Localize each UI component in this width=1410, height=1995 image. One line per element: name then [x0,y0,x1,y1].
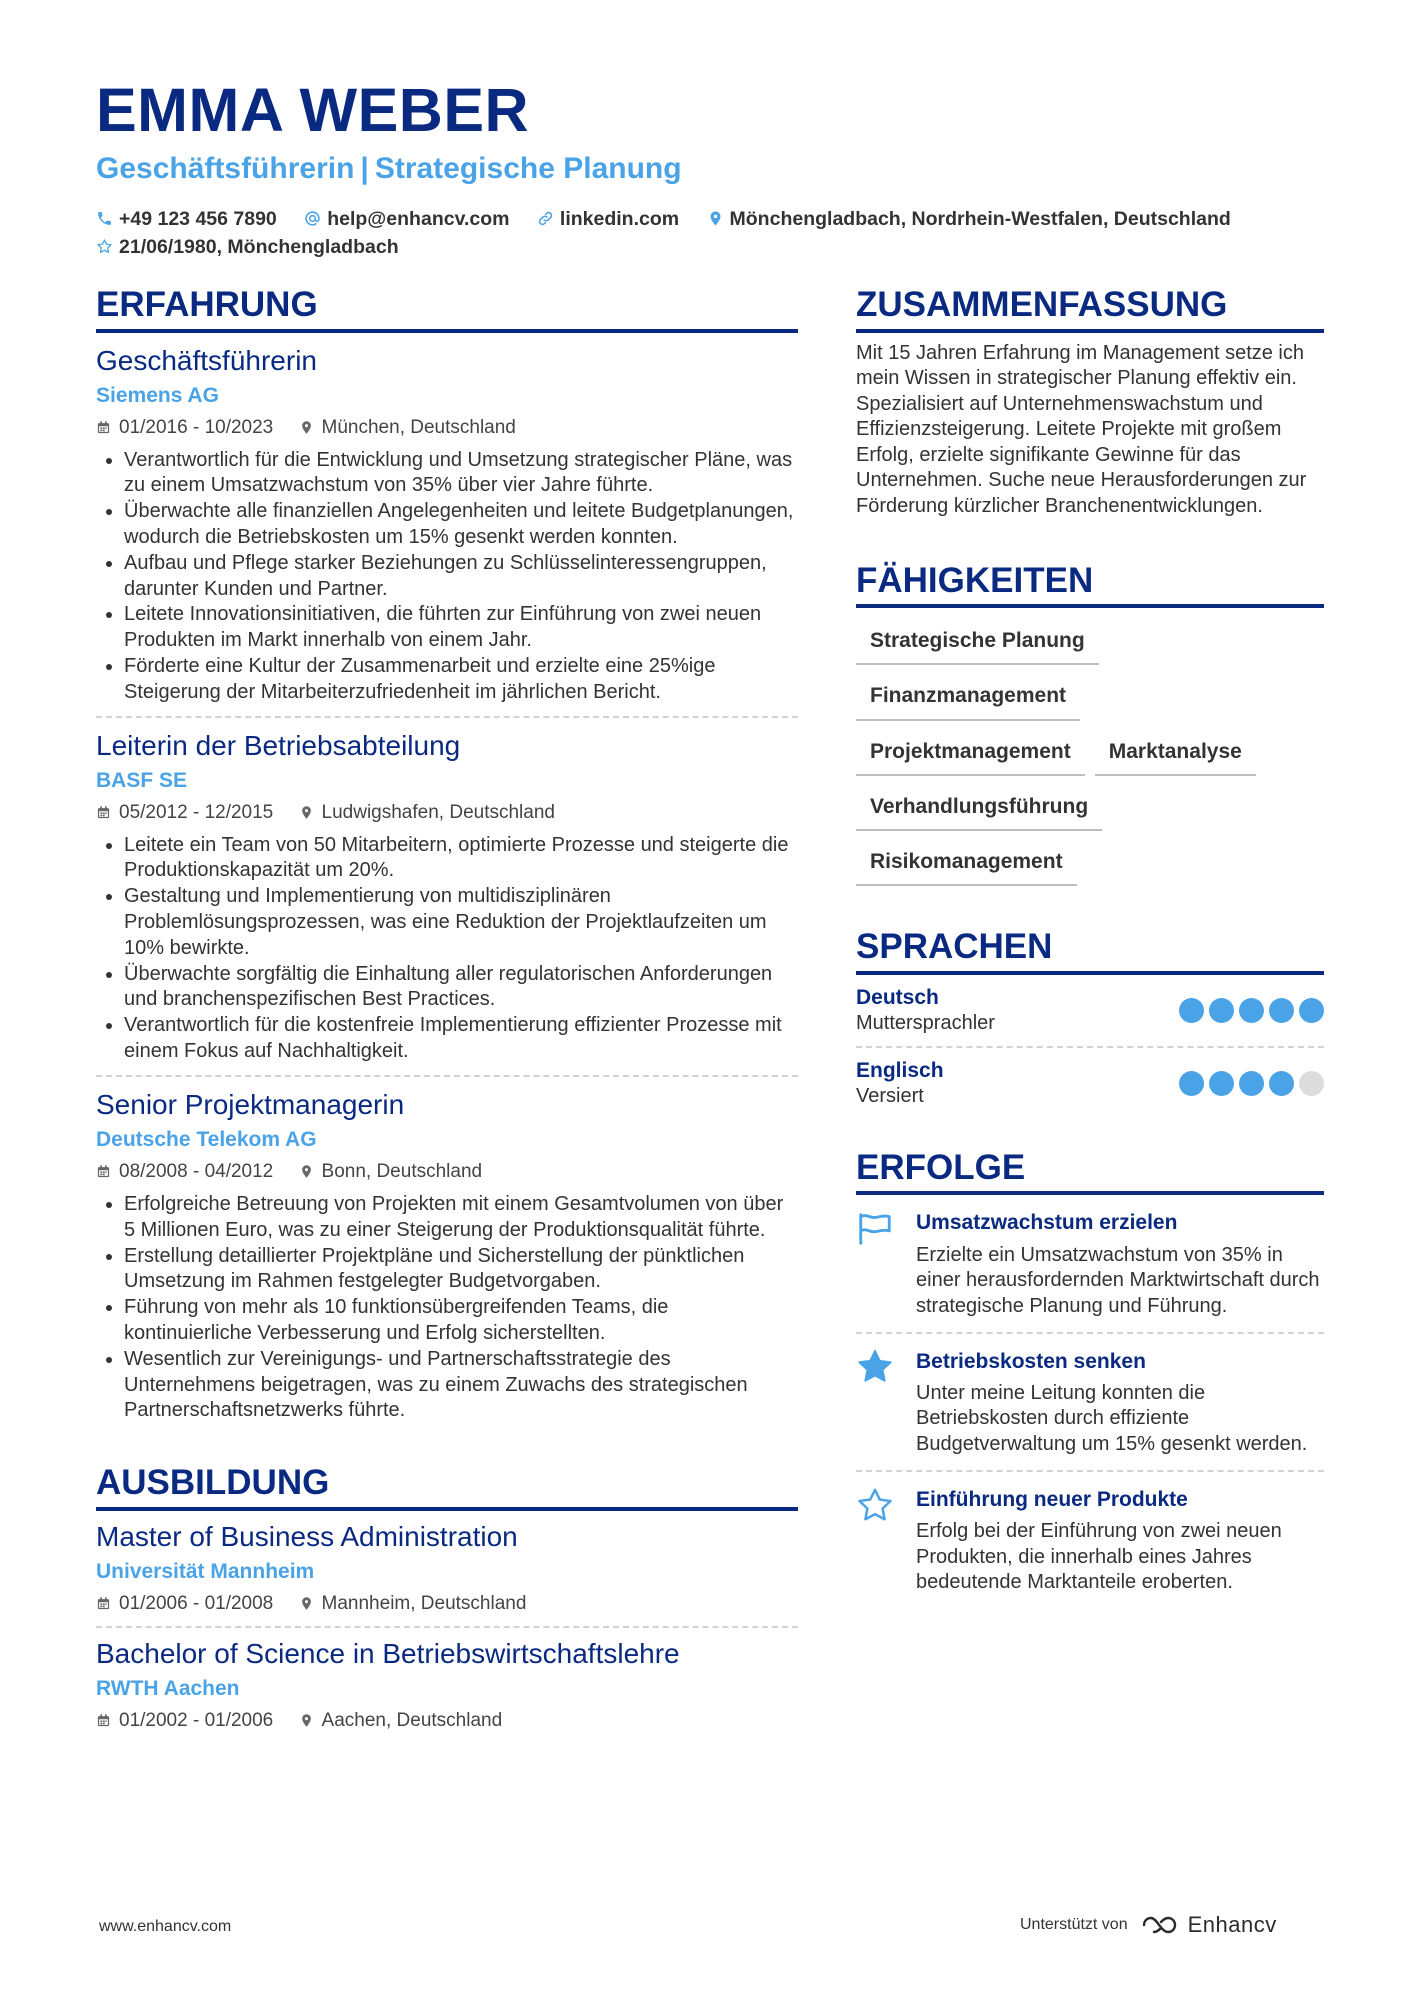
job-bullets [96,833,798,1065]
at-icon [304,210,321,227]
location-pin-icon [299,1713,314,1728]
skill-tag: Projektmanagement [856,729,1085,776]
contact-info [96,205,1316,261]
proficiency-dot [1239,1071,1264,1096]
job-bullet: • Überwachte alle finanziellen Angelegenheiten und leitete Budgetplanungen, wodurch die Betriebskosten um 15% gesenkt werden konnten. [124,499,798,551]
contact-linkedin[interactable] [537,205,679,233]
job-company: Deutsche Telekom AG [96,1127,317,1151]
education-dates [96,1708,273,1735]
job-bullet: • Gestaltung und Implementierung von multidisziplinären Problemlösungsprozessen, was eine Reduktion der Projektlaufzeiten um 10% bewirkte. [124,884,798,961]
powered-by-text: Unterstützt von [1020,1916,1128,1933]
proficiency-dot [1299,998,1324,1023]
skills-list [856,618,1324,894]
language-entry [856,1048,1324,1119]
footer-website[interactable]: www.enhancv.com [99,1918,232,1935]
contact-phone[interactable] [96,205,277,233]
achievement-body [916,1348,1324,1458]
job-location-text: Bonn, Deutschland [321,1161,483,1183]
skill-tag: Risikomanagement [856,839,1077,886]
job-location [299,800,555,827]
education-location-text: Mannheim, Deutschland [321,1593,527,1615]
language-level: Muttersprachler [856,1011,995,1034]
calendar-icon [96,420,111,435]
star-outline-icon [96,238,113,255]
proficiency-dot [1299,1071,1324,1096]
skills-row [856,839,1324,894]
achievements-list [856,1195,1324,1607]
job-meta [96,1159,798,1186]
location-pin-icon [299,1596,314,1611]
language-info [856,985,995,1036]
proficiency-dot [1179,998,1204,1023]
achievement-icon-wrap [856,1209,916,1319]
proficiency-dot [1209,1071,1234,1096]
link-icon [537,210,554,227]
skill-tag: Marktanalyse [1095,729,1256,776]
job-bullet: • Führung von mehr als 10 funktionsübergreifenden Teams, die kontinuierliche Verbesserung und Erfolg sicherstellten. [124,1295,798,1347]
experience-heading: ERFAHRUNG [96,286,798,333]
education-dates-text: 01/2006 - 01/2008 [119,1593,274,1615]
language-name: Deutsch [856,985,939,1009]
job-entry [96,1077,798,1434]
title-focus: Strategische Planung [374,152,682,185]
job-meta [96,800,798,827]
skills-row [856,784,1324,839]
achievement-entry [856,1472,1324,1608]
job-company: Siemens AG [96,383,219,407]
enhancv-logo-icon [1140,1913,1184,1937]
phone-icon [96,210,113,227]
achievement-description: Erzielte ein Umsatzwachstum von 35% in einer herausfordernden Marktwirtschaft durch strategische Planung und Führung. [916,1243,1320,1317]
education-meta [96,1591,798,1618]
language-name: Englisch [856,1058,944,1082]
job-dates-text: 05/2012 - 12/2015 [119,802,274,824]
title-role: Geschäftsführerin [96,152,355,185]
education-degree: Bachelor of Science in Betriebswirtschaftslehre [96,1637,680,1669]
calendar-icon [96,1164,111,1179]
star-filled-icon [856,1348,894,1386]
achievement-description: Unter meine Leitung konnten die Betriebskosten durch effiziente Budgetverwaltung um 15% gesenkt werden. [916,1381,1308,1456]
education-school: Universität Mannheim [96,1559,315,1583]
education-school: RWTH Aachen [96,1676,240,1700]
contact-location [707,205,1231,233]
job-bullet: • Leitete Innovationsinitiativen, die führten zur Einführung von zwei neuen Produkten im Markt innerhalb von einem Jahr. [124,602,798,654]
skills-row [856,673,1324,728]
proficiency-dot [1269,998,1294,1023]
job-entry [96,718,798,1077]
education-entry [96,1628,798,1743]
location-pin-icon [299,420,314,435]
phone-text: +49 123 456 7890 [119,208,277,230]
calendar-icon [96,1713,111,1728]
experience-list [96,333,798,1435]
achievement-icon-wrap [856,1486,916,1596]
job-title: Geschäftsführerin [96,344,317,376]
job-bullet: • Aufbau und Pflege starker Beziehungen zu Schlüsselinteressengruppen, darunter Kunden und Partner. [124,551,798,603]
achievement-entry [856,1334,1324,1472]
job-bullets [96,1192,798,1424]
job-location-text: München, Deutschland [321,417,516,438]
right-column [856,286,1324,1608]
location-text: Mönchengladbach, Nordrhein-Westfalen, Deutschland [729,208,1231,230]
left-column [96,286,798,1743]
job-bullet: • Überwachte sorgfältig die Einhaltung aller regulatorischen Anforderungen und branchenspezifischen Best Practices. [124,962,798,1014]
job-location-text: Ludwigshafen, Deutschland [321,802,555,824]
job-meta [96,415,798,442]
proficiency-dots [1179,998,1324,1023]
job-dates-text: 01/2016 - 10/2023 [119,417,274,438]
title-separator: | [360,152,369,185]
job-title: Senior Projektmanagerin [96,1088,405,1120]
achievement-title: Einführung neuer Produkte [916,1487,1188,1511]
brand-name: Enhancv [1187,1912,1277,1937]
achievements-heading: ERFOLGE [856,1149,1324,1196]
achievement-title: Umsatzwachstum erzielen [916,1211,1178,1235]
job-bullets [96,448,798,706]
location-pin-icon [707,210,724,227]
language-level: Versiert [856,1084,924,1107]
job-bullet: • Förderte eine Kultur der Zusammenarbeit und erzielte eine 25%ige Steigerung der Mitarbeiterzufriedenheit im jährlichen Bericht. [124,654,798,706]
proficiency-dot [1239,998,1264,1023]
job-bullet: • Wesentlich zur Vereinigungs- und Partnerschaftsstrategie des Unternehmens beigetragen, was zu einem Zuwachs des strategischen Partnerschaftsnetzwerks führte. [124,1347,798,1424]
skill-tag: Finanzmanagement [856,673,1080,720]
education-location [299,1591,527,1618]
job-entry [96,333,798,718]
job-dates [96,1159,273,1186]
language-entry [856,975,1324,1048]
flag-icon [856,1209,894,1247]
summary-heading: ZUSAMMENFASSUNG [856,286,1324,333]
achievement-icon-wrap [856,1348,916,1458]
education-dates-text: 01/2002 - 01/2006 [119,1710,274,1732]
calendar-icon [96,1596,111,1611]
candidate-name: EMMA WEBER [96,76,530,144]
skills-row [856,618,1324,673]
education-heading: AUSBILDUNG [96,1464,798,1511]
location-pin-icon [299,1164,314,1179]
summary-text: Mit 15 Jahren Erfahrung im Management setze ich mein Wissen in strategischer Planung effektiv ein. Spezialisiert auf Unternehmenswachstum und Effizienzsteigerung. Leitete Projekte mit großem Erfolg, erzielte signifikante Gewinne für das Unternehmen. Suche neue Herausforderungen zur Förderung kürzlicher Branchenentwicklungen. [856,341,1307,518]
languages-heading: SPRACHEN [856,928,1324,975]
job-dates [96,415,273,442]
birth-text: 21/06/1980, Mönchengladbach [119,236,399,258]
achievement-description: Erfolg bei der Einführung von zwei neuen Produkten, die innerhalb eines Jahres bedeutende Marktanteile eroberten. [916,1519,1282,1594]
proficiency-dot [1179,1071,1204,1096]
achievement-body [916,1209,1324,1319]
footer-powered-by [1020,1912,1277,1938]
contact-birth [96,233,399,261]
job-bullet: • Leitete ein Team von 50 Mitarbeitern, optimierte Prozesse und steigerte die Produktionskapazität um 20%. [124,833,798,885]
language-info [856,1058,944,1109]
education-list [96,1511,798,1743]
proficiency-dot [1269,1071,1294,1096]
achievement-entry [856,1195,1324,1333]
job-location [299,1159,483,1186]
skill-tag: Verhandlungsführung [856,784,1102,831]
job-dates-text: 08/2008 - 04/2012 [119,1161,274,1183]
contact-email[interactable] [304,205,509,233]
education-location-text: Aachen, Deutschland [321,1710,503,1732]
skills-heading: FÄHIGKEITEN [856,562,1324,609]
job-title: Leiterin der Betriebsabteilung [96,729,461,761]
skill-tag: Strategische Planung [856,618,1099,665]
location-pin-icon [299,805,314,820]
education-degree: Master of Business Administration [96,1520,518,1552]
job-bullet: • Verantwortlich für die kostenfreie Implementierung effizienter Prozesse mit einem Fokus auf Nachhaltigkeit. [124,1013,798,1065]
email-text: help@enhancv.com [327,208,510,230]
candidate-title [96,154,682,184]
skills-row [856,729,1324,784]
job-bullet: • Verantwortlich für die Entwicklung und Umsetzung strategischer Pläne, was zu einem Umsatzwachstum von 35% über vier Jahre führte. [124,448,798,500]
job-location [299,415,516,442]
achievement-title: Betriebskosten senken [916,1349,1146,1373]
achievement-body [916,1486,1324,1596]
job-bullet: • Erfolgreiche Betreuung von Projekten mit einem Gesamtvolumen von über 5 Millionen Euro, was zu einer Steigerung der Produktionsqualität führte. [124,1192,798,1244]
languages-list [856,975,1324,1119]
job-company: BASF SE [96,768,188,792]
education-entry [96,1511,798,1628]
job-dates [96,800,273,827]
proficiency-dot [1209,998,1234,1023]
education-meta [96,1708,798,1735]
education-dates [96,1591,273,1618]
job-bullet: • Erstellung detaillierter Projektpläne und Sicherstellung der pünktlichen Umsetzung im Rahmen festgelegter Budgetvorgaben. [124,1244,798,1296]
calendar-icon [96,805,111,820]
star-outline-icon [856,1486,894,1524]
linkedin-text: linkedin.com [559,208,680,230]
education-location [299,1708,503,1735]
proficiency-dots [1179,1071,1324,1096]
